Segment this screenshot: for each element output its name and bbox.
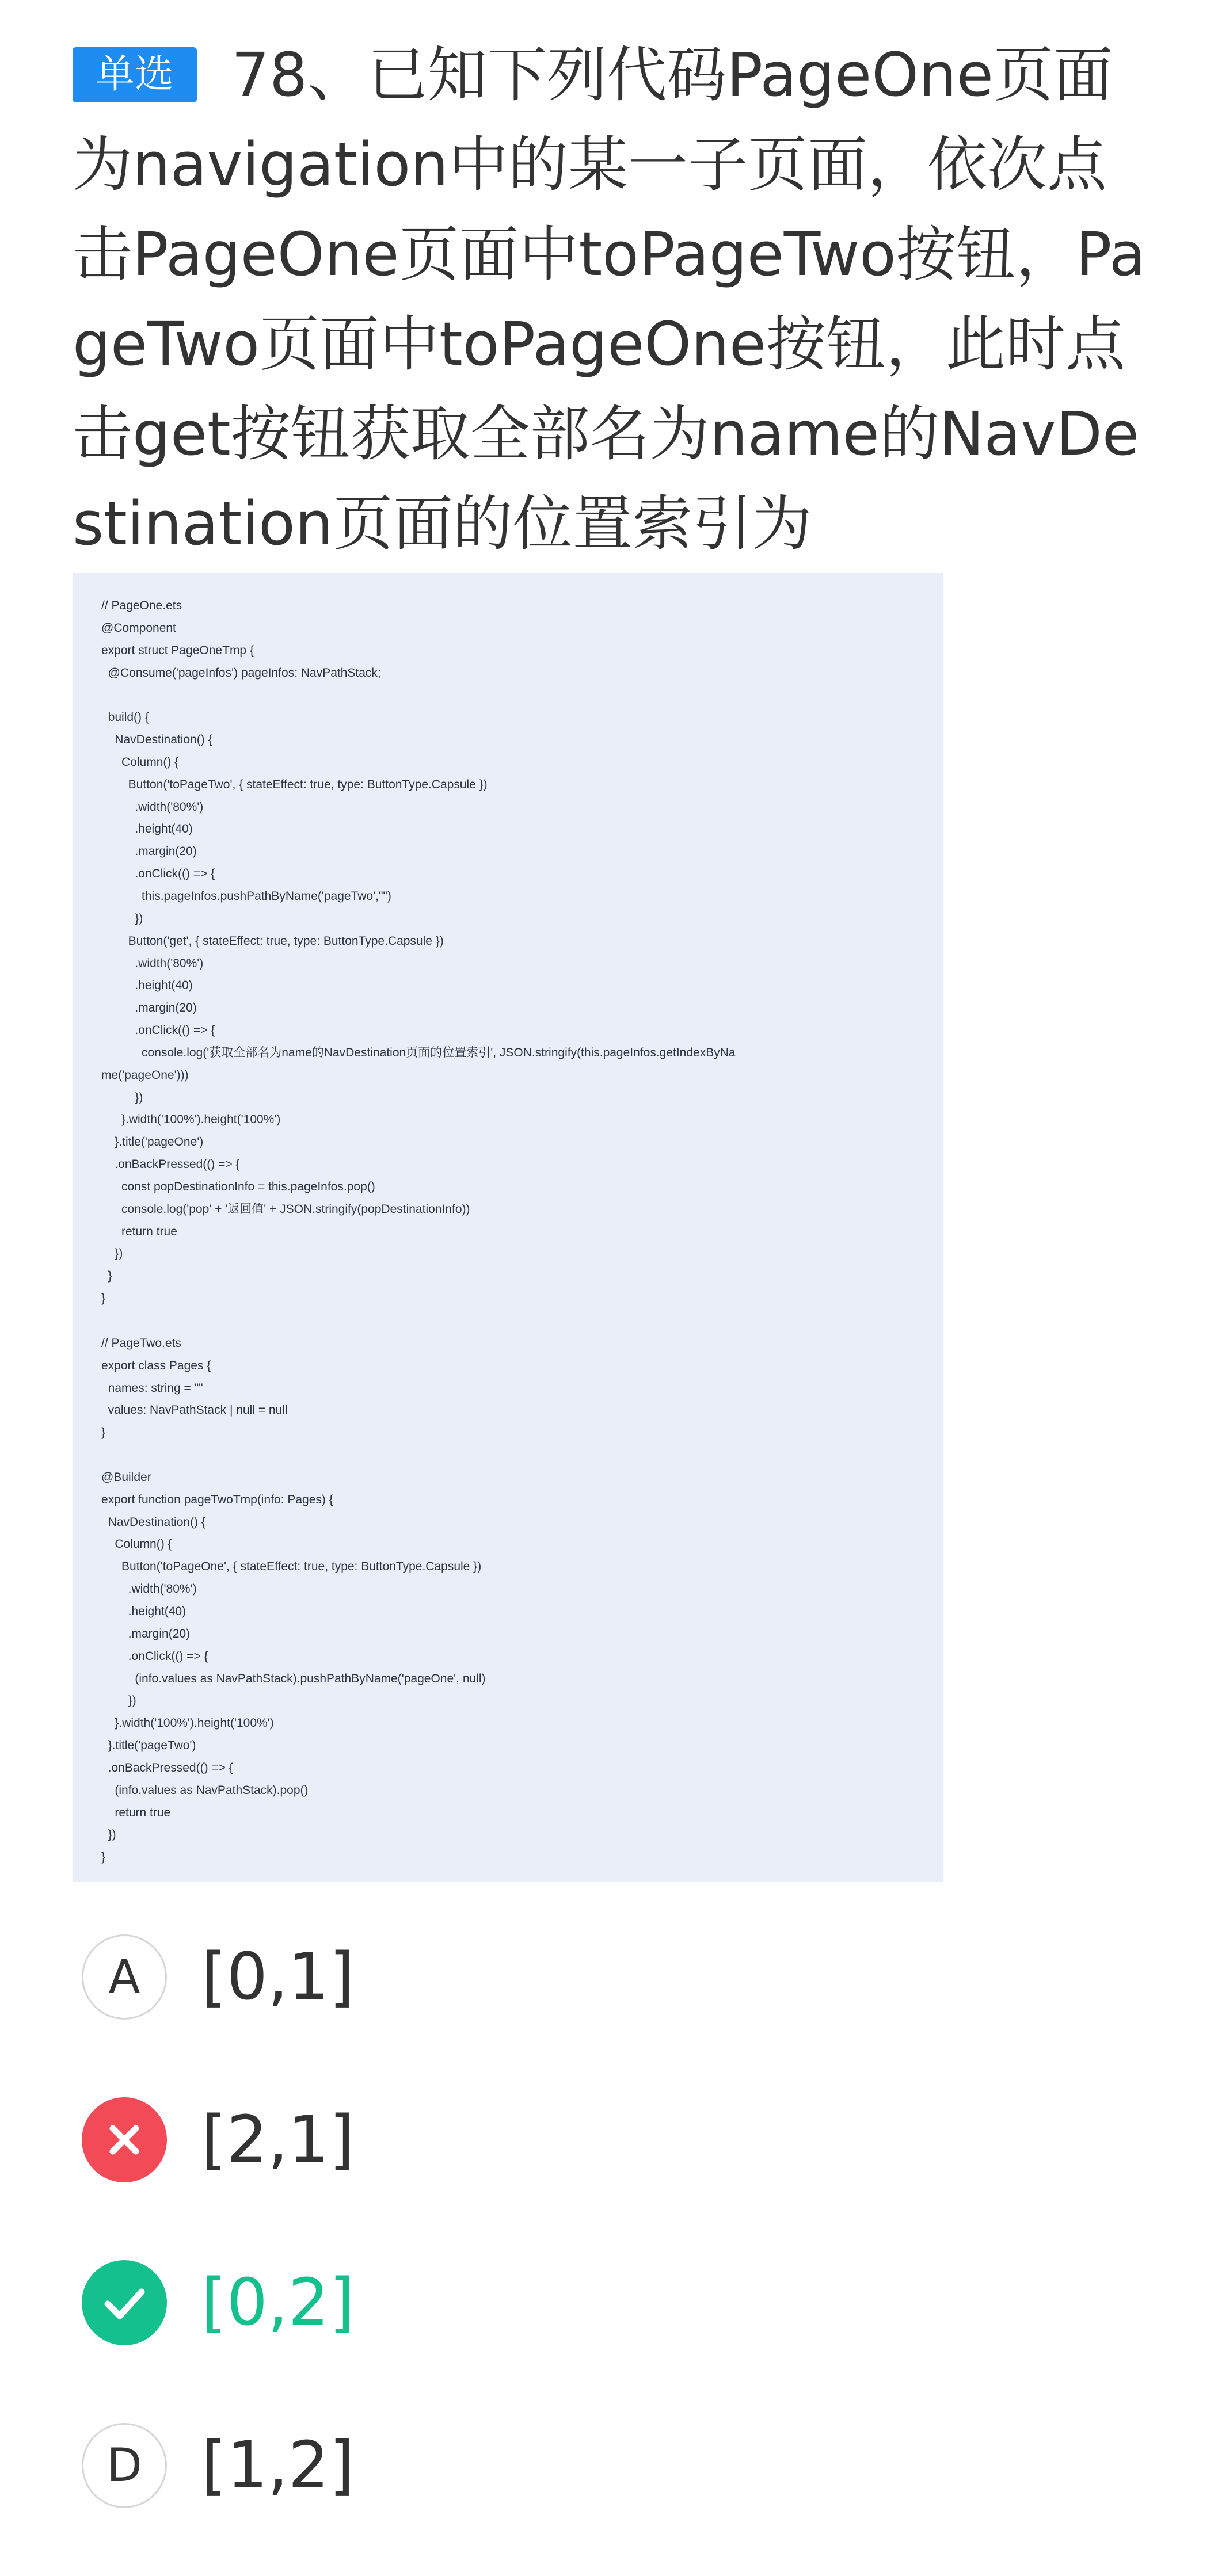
option-a-letter: A	[82, 1934, 167, 2020]
code-image	[73, 573, 943, 1882]
question-stem	[73, 30, 1166, 568]
question-type-badge: 单选	[73, 47, 197, 102]
option-d[interactable]	[82, 2423, 888, 2513]
code-text: // PageOne.ets @Component export struct PageOneTmp { @Consume('pageInfos') pageInfos: NavPathStack; build() { NavDestination() { Column() { Button('toPageTwo', { stateEffect: true, type: ButtonType.Capsule }) .width('80%') .height(40) .margin(20) .onClick(() => { this.pageInfos.pushPathByName('pageTwo',"") }) Button('get', { stateEffect: true, type: ButtonType.Capsule }) .width('80%') .height(40) .margin(20) .onClick(() => { console.log('获取全部名为name的NavDestination页面的位置索引', JSON.stringify(this.pageInfos.getIndexByNa me('pageOne'))) }) }.width('100%').height('100%') }.title('pageOne') .onBackPressed(() => { const popDestinationInfo = this.pageInfos.pop() console.log('pop' + '返回值' + JSON.stringify(popDestinationInfo)) return true }) } } // PageTwo.ets export class Pages { names: string = "" values: NavPathStack | null = null } @Builder export function pageTwoTmp(info: Pages) { NavDestination() { Column() { Button('toPageOne', { stateEffect: true, type: ButtonType.Capsule }) .width('80%') .height(40) .margin(20) .onClick(() => { (info.values as NavPathStack).pushPathByName('pageOne', null) }) }.width('100%').height('100%') }.title('pageTwo') .onBackPressed(() => { (info.values as NavPathStack).pop() return true }) }	[101, 599, 736, 1864]
option-c[interactable]	[82, 2260, 888, 2350]
option-b[interactable]	[82, 2097, 888, 2187]
option-a[interactable]	[82, 1934, 888, 2024]
option-c-text: [0,2]	[201, 2265, 355, 2340]
check-icon	[82, 2260, 167, 2345]
option-b-text: [2,1]	[201, 2102, 355, 2177]
close-icon	[82, 2097, 167, 2182]
question-text: 78、已知下列代码PageOne页面为navigation中的某一子页面，依次点击PageOne页面中toPageTwo按钮，PageTwo页面中toPageOne按钮，此时点击get按钮获取全部名为name的NavDestination页面的位置索引为	[73, 40, 1146, 559]
option-d-letter: D	[82, 2423, 167, 2508]
option-a-text: [0,1]	[201, 1940, 355, 2014]
option-d-text: [1,2]	[201, 2428, 355, 2503]
